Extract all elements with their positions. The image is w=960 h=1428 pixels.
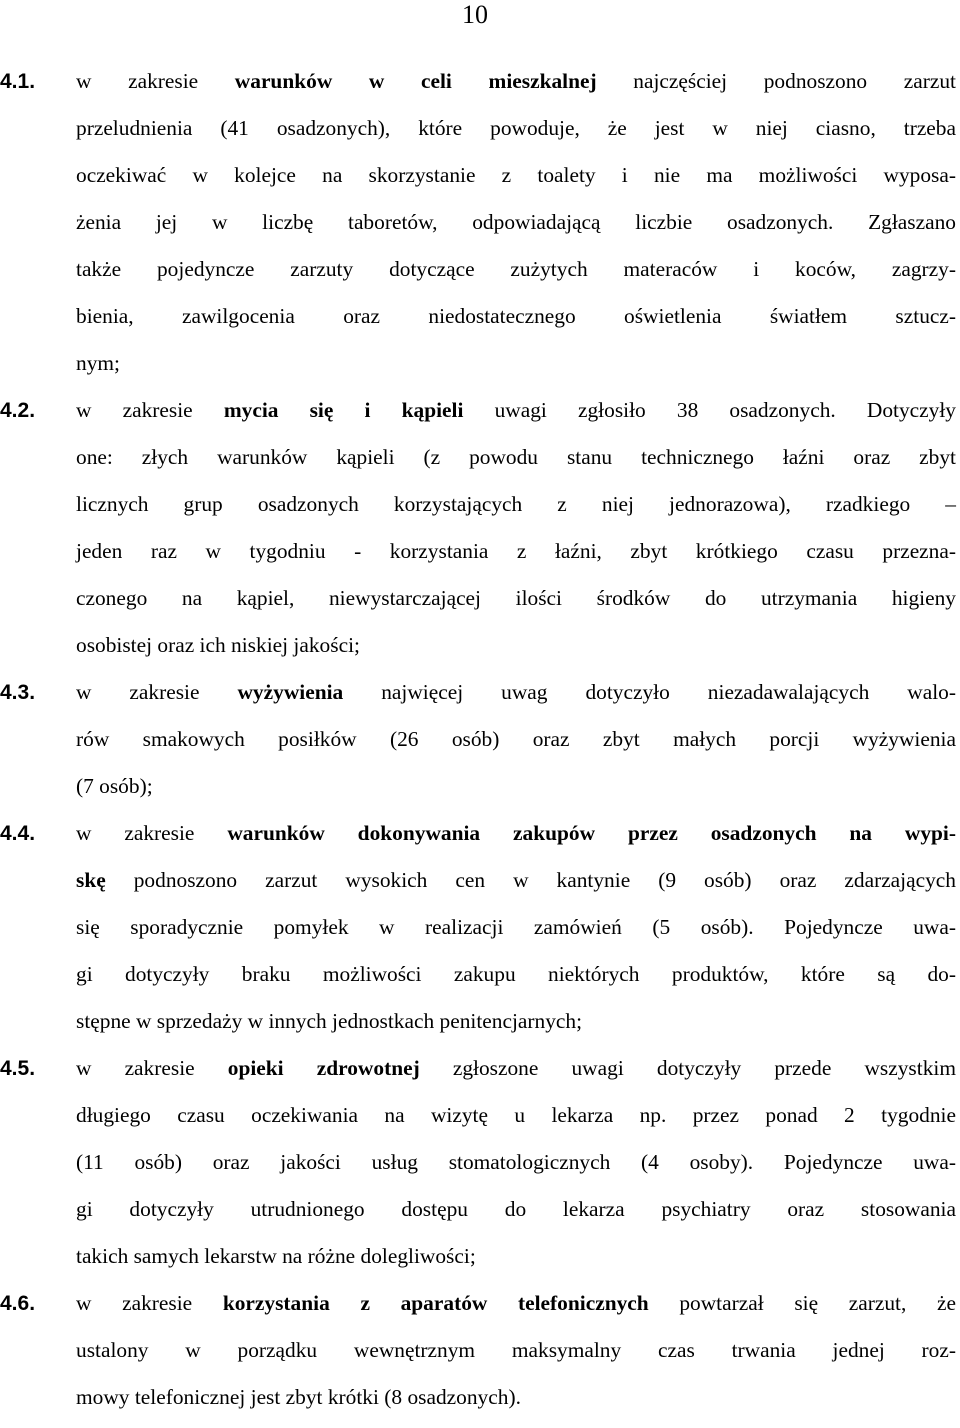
text-run: najwięcej uwag dotyczyło niezadawalających walo- <box>343 680 956 704</box>
text-run: oczekiwać w kolejce na skorzystanie z toalety i nie ma możliwości wyposa- <box>76 163 956 187</box>
list-item <box>0 1280 960 1421</box>
list-item <box>0 669 960 810</box>
item-list <box>0 58 960 1421</box>
text-run: (7 osób); <box>76 774 153 798</box>
text-run: jeden raz w tygodniu - korzystania z łaźni, zbyt krótkiego czasu przezna- <box>76 539 956 563</box>
text-line <box>76 387 956 434</box>
text-line <box>76 105 956 152</box>
text-line <box>76 622 956 669</box>
text-run: podnoszono zarzut wysokich cen w kantynie (9 osób) oraz zdarzających <box>105 868 956 892</box>
text-run: gi dotyczyły utrudnionego dostępu do lekarza psychiatry oraz stosowania <box>76 1197 956 1221</box>
text-run: w zakresie <box>76 680 238 704</box>
text-run: licznych grup osadzonych korzystających z niej jednorazowa), rzadkiego – <box>76 492 956 516</box>
text-line <box>76 340 956 387</box>
text-run: one: złych warunków kąpieli (z powodu stanu technicznego łaźni oraz zbyt <box>76 445 956 469</box>
item-number: 4.2. <box>0 399 36 422</box>
bold-phrase: warunków w celi mieszkalnej <box>234 69 597 93</box>
text-run: bienia, zawilgocenia oraz niedostatecznego oświetlenia światłem sztucz- <box>76 304 956 328</box>
text-run: stępne w sprzedaży w innych jednostkach penitencjarnych; <box>76 1009 583 1033</box>
text-run: ustalony w porządku wewnętrznym maksymalny czas trwania jednej roz- <box>76 1338 956 1362</box>
text-line <box>76 1327 956 1374</box>
text-line <box>76 716 956 763</box>
text-line <box>76 58 956 105</box>
text-line <box>76 575 956 622</box>
item-number: 4.3. <box>0 681 36 704</box>
text-line <box>76 1374 956 1421</box>
text-line <box>76 1280 956 1327</box>
text-run: nym; <box>76 351 120 375</box>
text-line <box>76 434 956 481</box>
text-run: żenia jej w liczbę taboretów, odpowiadającą liczbie osadzonych. Zgłaszano <box>76 210 956 234</box>
text-run: przeludnienia (41 osadzonych), które powoduje, że jest w niej ciasno, trzeba <box>76 116 956 140</box>
text-line <box>76 1233 956 1280</box>
text-line <box>76 481 956 528</box>
list-item <box>0 810 960 1045</box>
text-run: uwagi zgłosiło 38 osadzonych. Dotyczyły <box>463 398 956 422</box>
text-line <box>76 199 956 246</box>
text-run: osobistej oraz ich niskiej jakości; <box>76 633 360 657</box>
text-run: się sporadycznie pomyłek w realizacji zamówień (5 osób). Pojedyncze uwa- <box>76 915 956 939</box>
text-run: także pojedyncze zarzuty dotyczące zużytych materaców i koców, zagrzy- <box>76 257 956 281</box>
list-item <box>0 58 960 387</box>
bold-phrase: warunków dokonywania zakupów przez osadzonych na wypi- <box>227 821 956 845</box>
text-run: zgłoszone uwagi dotyczyły przede wszystkim <box>419 1056 956 1080</box>
text-run: powtarzał się zarzut, że <box>648 1291 956 1315</box>
text-run: takich samych lekarstw na różne dolegliwości; <box>76 1244 476 1268</box>
text-run: mowy telefonicznej jest zbyt krótki (8 osadzonych). <box>76 1385 521 1409</box>
text-line <box>76 1139 956 1186</box>
page-number: 10 <box>462 0 488 29</box>
text-line <box>76 1045 956 1092</box>
text-line <box>76 763 956 810</box>
text-run: najczęściej podnoszono zarzut <box>596 69 956 93</box>
text-line <box>76 998 956 1045</box>
text-line <box>76 810 956 857</box>
list-item <box>0 387 960 669</box>
text-run: (11 osób) oraz jakości usług stomatologicznych (4 osoby). Pojedyncze uwa- <box>76 1150 956 1174</box>
item-number: 4.5. <box>0 1057 36 1080</box>
text-line <box>76 152 956 199</box>
text-line <box>76 1186 956 1233</box>
text-run: w zakresie <box>76 69 235 93</box>
list-item <box>0 1045 960 1280</box>
text-run: gi dotyczyły braku możliwości zakupu niektórych produktów, które są do- <box>76 962 956 986</box>
text-run: długiego czasu oczekiwania na wizytę u lekarza np. przez ponad 2 tygodnie <box>76 1103 956 1127</box>
bold-phrase: skę <box>76 868 106 892</box>
text-line <box>76 669 956 716</box>
text-line <box>76 293 956 340</box>
text-line <box>76 857 956 904</box>
text-run: rów smakowych posiłków (26 osób) oraz zbyt małych porcji wyżywienia <box>76 727 956 751</box>
text-line <box>76 951 956 998</box>
bold-phrase: wyżywienia <box>237 680 344 704</box>
text-run: w zakresie <box>76 821 228 845</box>
text-line <box>76 904 956 951</box>
text-run: w zakresie <box>76 398 224 422</box>
item-number: 4.1. <box>0 70 36 93</box>
item-number: 4.6. <box>0 1292 36 1315</box>
bold-phrase: korzystania z aparatów telefonicznych <box>222 1291 649 1315</box>
text-run: w zakresie <box>76 1056 228 1080</box>
item-number: 4.4. <box>0 822 36 845</box>
bold-phrase: opieki zdrowotnej <box>227 1056 420 1080</box>
bold-phrase: mycia się i kąpieli <box>223 398 464 422</box>
text-line <box>76 1092 956 1139</box>
text-line <box>76 528 956 575</box>
text-line <box>76 246 956 293</box>
text-run: czonego na kąpiel, niewystarczającej ilości środków do utrzymania higieny <box>76 586 956 610</box>
text-run: w zakresie <box>76 1291 223 1315</box>
